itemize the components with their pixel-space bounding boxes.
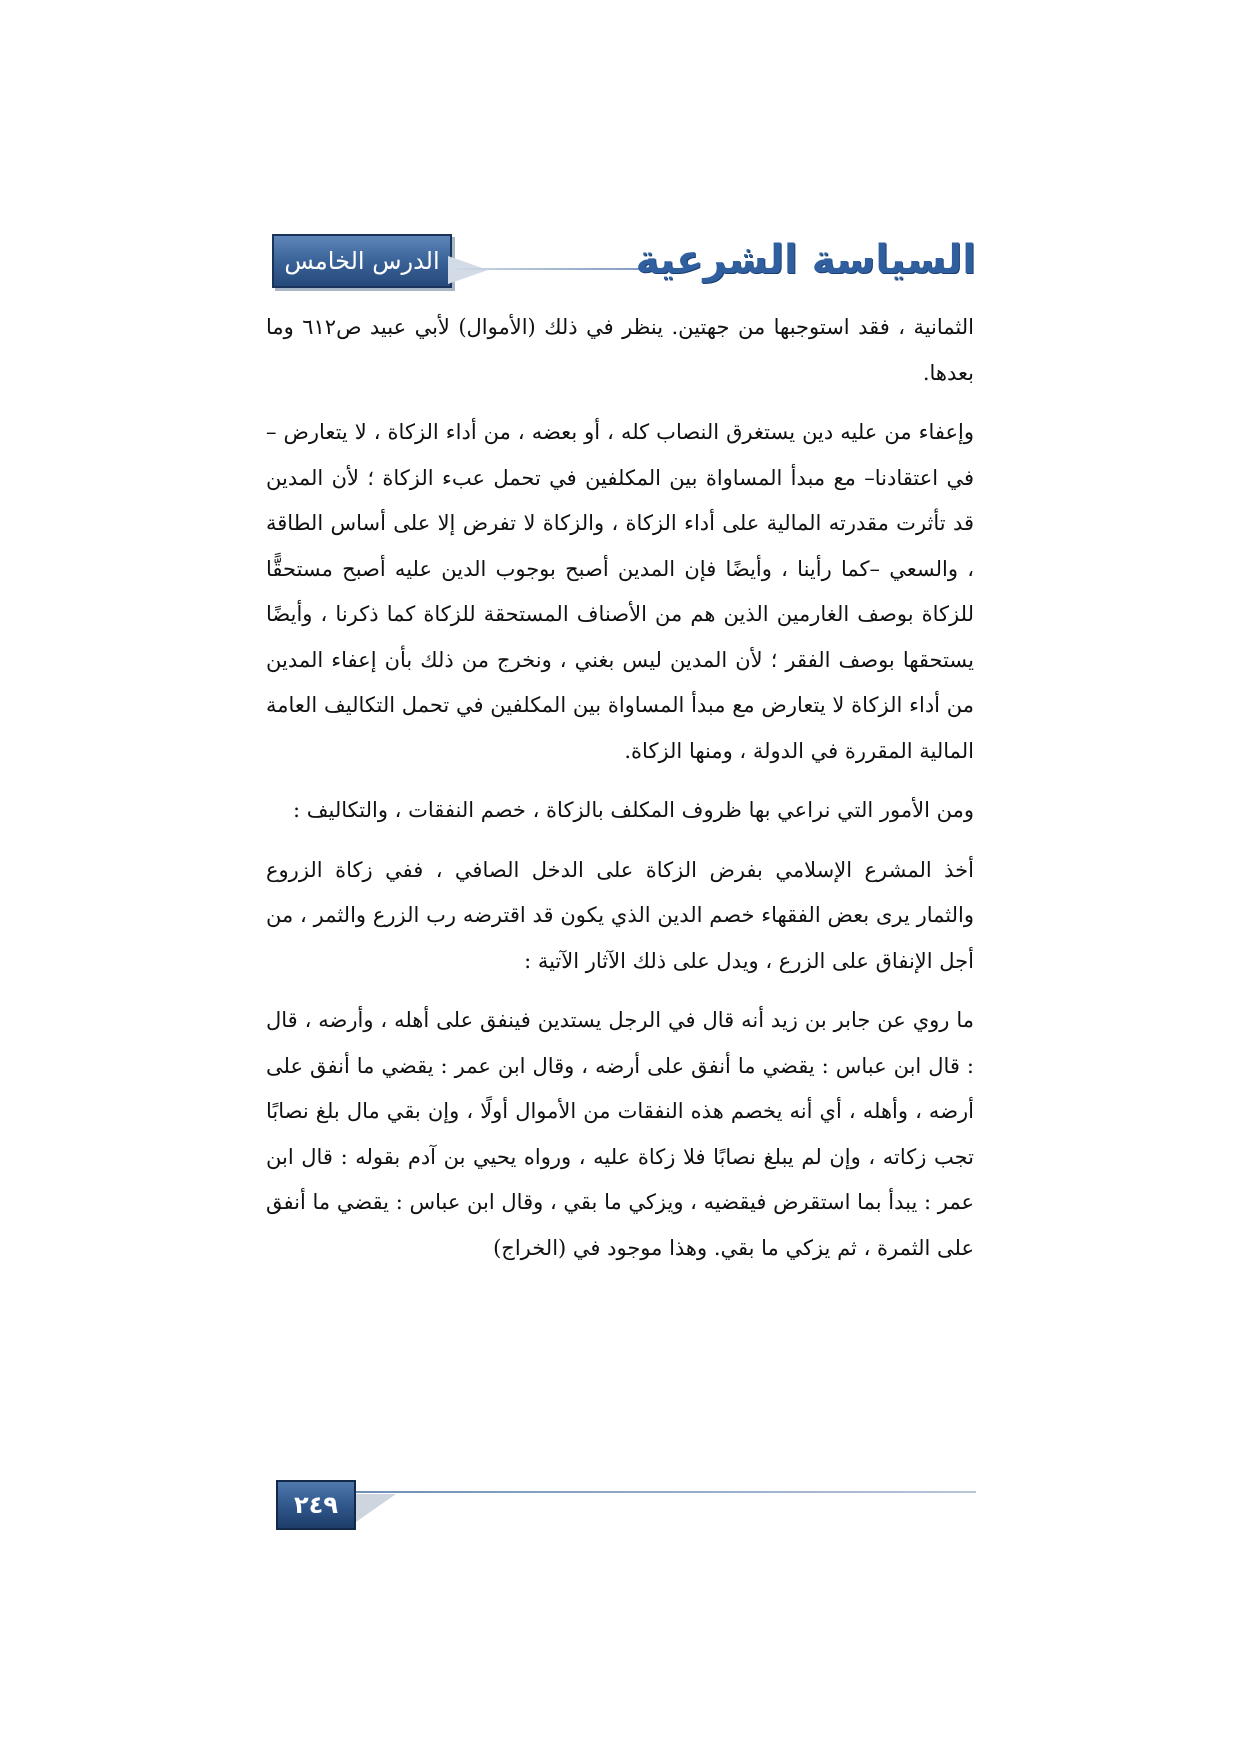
page-footer xyxy=(276,1480,976,1530)
page-number: ٢٤٩ xyxy=(276,1480,356,1530)
paragraph: أخذ المشرع الإسلامي بفرض الزكاة على الدخل الصافي ، ففي زكاة الزروع والثمار يرى بعض الفقهاء خصم الدين الذي يكون قد اقترضه رب الزرع والثمر ، من أجل الإنفاق على الزرع ، ويدل على ذلك الآثار الآتية : xyxy=(266,857,974,973)
paragraph: وإعفاء من عليه دين يستغرق النصاب كله ، أو بعضه ، من أداء الزكاة ، لا يتعارض –في اعتقادنا– مع مبدأ المساواة بين المكلفين في تحمل عبء الزكاة ؛ لأن المدين قد تأثرت مقدرته المالية على أداء الزكاة ، والزكاة لا تفرض إلا على أساس الطاقة ، والسعي –كما رأينا ، وأيضًا فإن المدين أصبح بوجوب الدين عليه أصبح مستحقًّا للزكاة بوصف الغارمين الذين هم من الأصناف المستحقة للزكاة كما ذكرنا ، وأيضًا يستحقها بوصف الفقر ؛ لأن المدين ليس بغني ، ونخرج من ذلك بأن إعفاء المدين من أداء الزكاة لا يتعارض مع مبدأ المساواة بين المكلفين في تحمل التكاليف العامة المالية المقررة في الدولة ، ومنها الزكاة. xyxy=(266,420,974,763)
lesson-badge: الدرس الخامس xyxy=(272,234,452,288)
page-header xyxy=(272,232,976,290)
page-body xyxy=(266,305,974,1285)
book-title: السياسة الشرعية xyxy=(635,237,976,283)
footer-rule xyxy=(356,1491,976,1493)
paragraph: ما روي عن جابر بن زيد أنه قال في الرجل يستدين فينفق على أهله ، وأرضه ، قال : قال ابن عباس : يقضي ما أنفق على أرضه ، وقال ابن عمر : يقضي ما أنفق على أرضه ، وأهله ، أي أنه يخصم هذه النفقات من الأموال أولًا ، وإن بقي مال بلغ نصابًا تجب زكاته ، وإن لم يبلغ نصابًا فلا زكاة عليه ، ورواه يحيي بن آدم بقوله : قال ابن عمر : يبدأ بما استقرض فيقضيه ، ويزكي ما بقي ، وقال ابن عباس : يقضي ما أنفق على الثمرة ، ثم يزكي ما بقي. وهذا موجود في (الخراج) xyxy=(266,1008,974,1260)
paragraph: الثمانية ، فقد استوجبها من جهتين. ينظر في ذلك (الأموال) لأبي عبيد ص٦١٢ وما بعدها. xyxy=(266,315,974,385)
header-decoration xyxy=(448,256,488,284)
footer-decoration xyxy=(356,1494,396,1522)
paragraph: ومن الأمور التي نراعي بها ظروف المكلف بالزكاة ، خصم النفقات ، والتكاليف : xyxy=(293,798,974,822)
